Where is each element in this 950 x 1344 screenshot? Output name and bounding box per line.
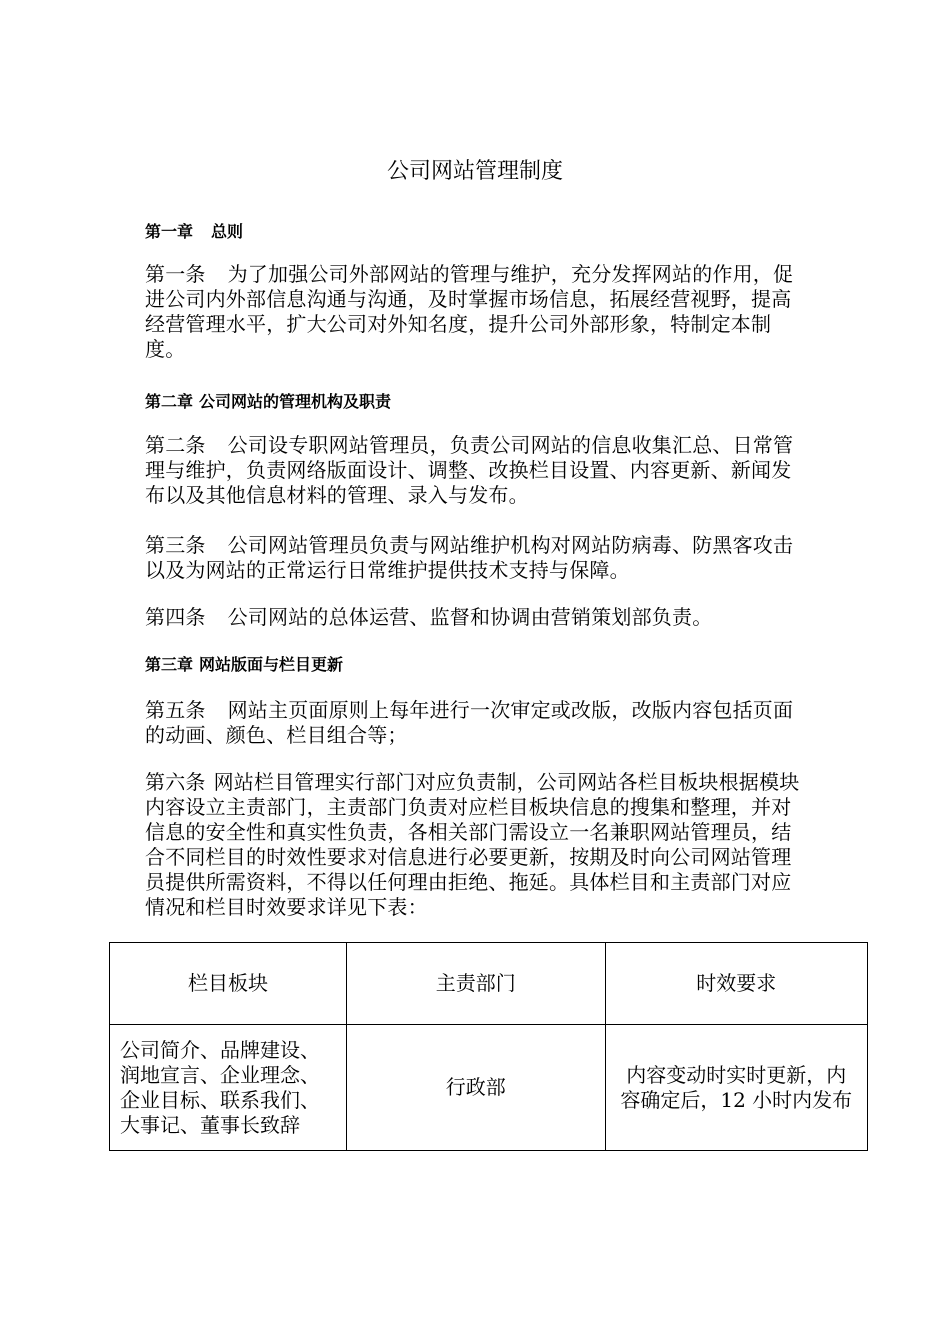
- article-number: 第六条: [145, 770, 206, 794]
- chapter-title: 网站版面与栏目更新: [199, 655, 344, 674]
- article-text: 网站主页面原则上每年进行一次审定或改版，改版内容包括页面的动画、颜色、栏目组合等；: [145, 698, 794, 747]
- table-cell-section: 公司简介、品牌建设、润地宣言、企业理念、企业目标、联系我们、大事记、董事长致辞: [110, 1025, 347, 1151]
- article-2: [145, 433, 805, 508]
- article-5: [145, 698, 805, 748]
- document-title: 公司网站管理制度: [386, 159, 563, 184]
- article-text: 网站栏目管理实行部门对应负责制，公司网站各栏目板块根据模块内容设立主责部门，主责部门负责对应栏目板块信息的搜集和整理，并对信息的安全性和真实性负责，各相关部门需设立一名兼职网站管理员，结合不同栏目的时效性要求对信息进行必要更新，按期及时向公司网站管理员提供所需资料，不得以任何理由拒绝、拖延。具体栏目和主责部门对应情况和栏目时效要求详见下表：: [145, 770, 800, 919]
- chapter-title: 总则: [211, 222, 244, 241]
- table-cell-timeliness: 内容变动时实时更新，内容确定后，12 小时内发布: [605, 1025, 867, 1151]
- chapter-number: 第二章: [145, 392, 194, 411]
- table-header-department: 主责部门: [347, 943, 606, 1025]
- table-header-row: [110, 943, 868, 1025]
- article-number: 第四条: [145, 605, 206, 629]
- department-table: [109, 942, 868, 1151]
- chapter-heading-2: [145, 390, 391, 414]
- table-row: [110, 1025, 868, 1151]
- chapter-heading-3: [145, 653, 343, 677]
- article-number: 第一条: [145, 262, 206, 286]
- article-number: 第五条: [145, 698, 206, 722]
- table-cell-department: 行政部: [347, 1025, 606, 1151]
- table-header-section: 栏目板块: [110, 943, 347, 1025]
- article-text: 公司设专职网站管理员，负责公司网站的信息收集汇总、日常管理与维护，负责网络版面设计、调整、改换栏目设置、内容更新、新闻发布以及其他信息材料的管理、录入与发布。: [145, 433, 794, 507]
- article-text: 公司网站的总体运营、监督和协调由营销策划部负责。: [227, 605, 713, 629]
- article-text: 为了加强公司外部网站的管理与维护，充分发挥网站的作用，促进公司内外部信息沟通与沟通，及时掌握市场信息，拓展经营视野，提高经营管理水平，扩大公司对外知名度，提升公司外部形象，特制定本制度。: [145, 262, 794, 361]
- chapter-number: 第一章: [145, 222, 194, 241]
- chapter-heading-1: [145, 220, 243, 244]
- chapter-title: 公司网站的管理机构及职责: [199, 392, 392, 411]
- article-1: [145, 262, 805, 362]
- table-header-timeliness: 时效要求: [605, 943, 867, 1025]
- article-3: [145, 533, 805, 583]
- chapter-number: 第三章: [145, 655, 194, 674]
- article-6: [145, 770, 805, 920]
- article-text: 公司网站管理员负责与网站维护机构对网站防病毒、防黑客攻击以及为网站的正常运行日常维护提供技术支持与保障。: [145, 533, 794, 582]
- article-number: 第三条: [145, 533, 206, 557]
- article-number: 第二条: [145, 433, 206, 457]
- article-4: [145, 605, 805, 630]
